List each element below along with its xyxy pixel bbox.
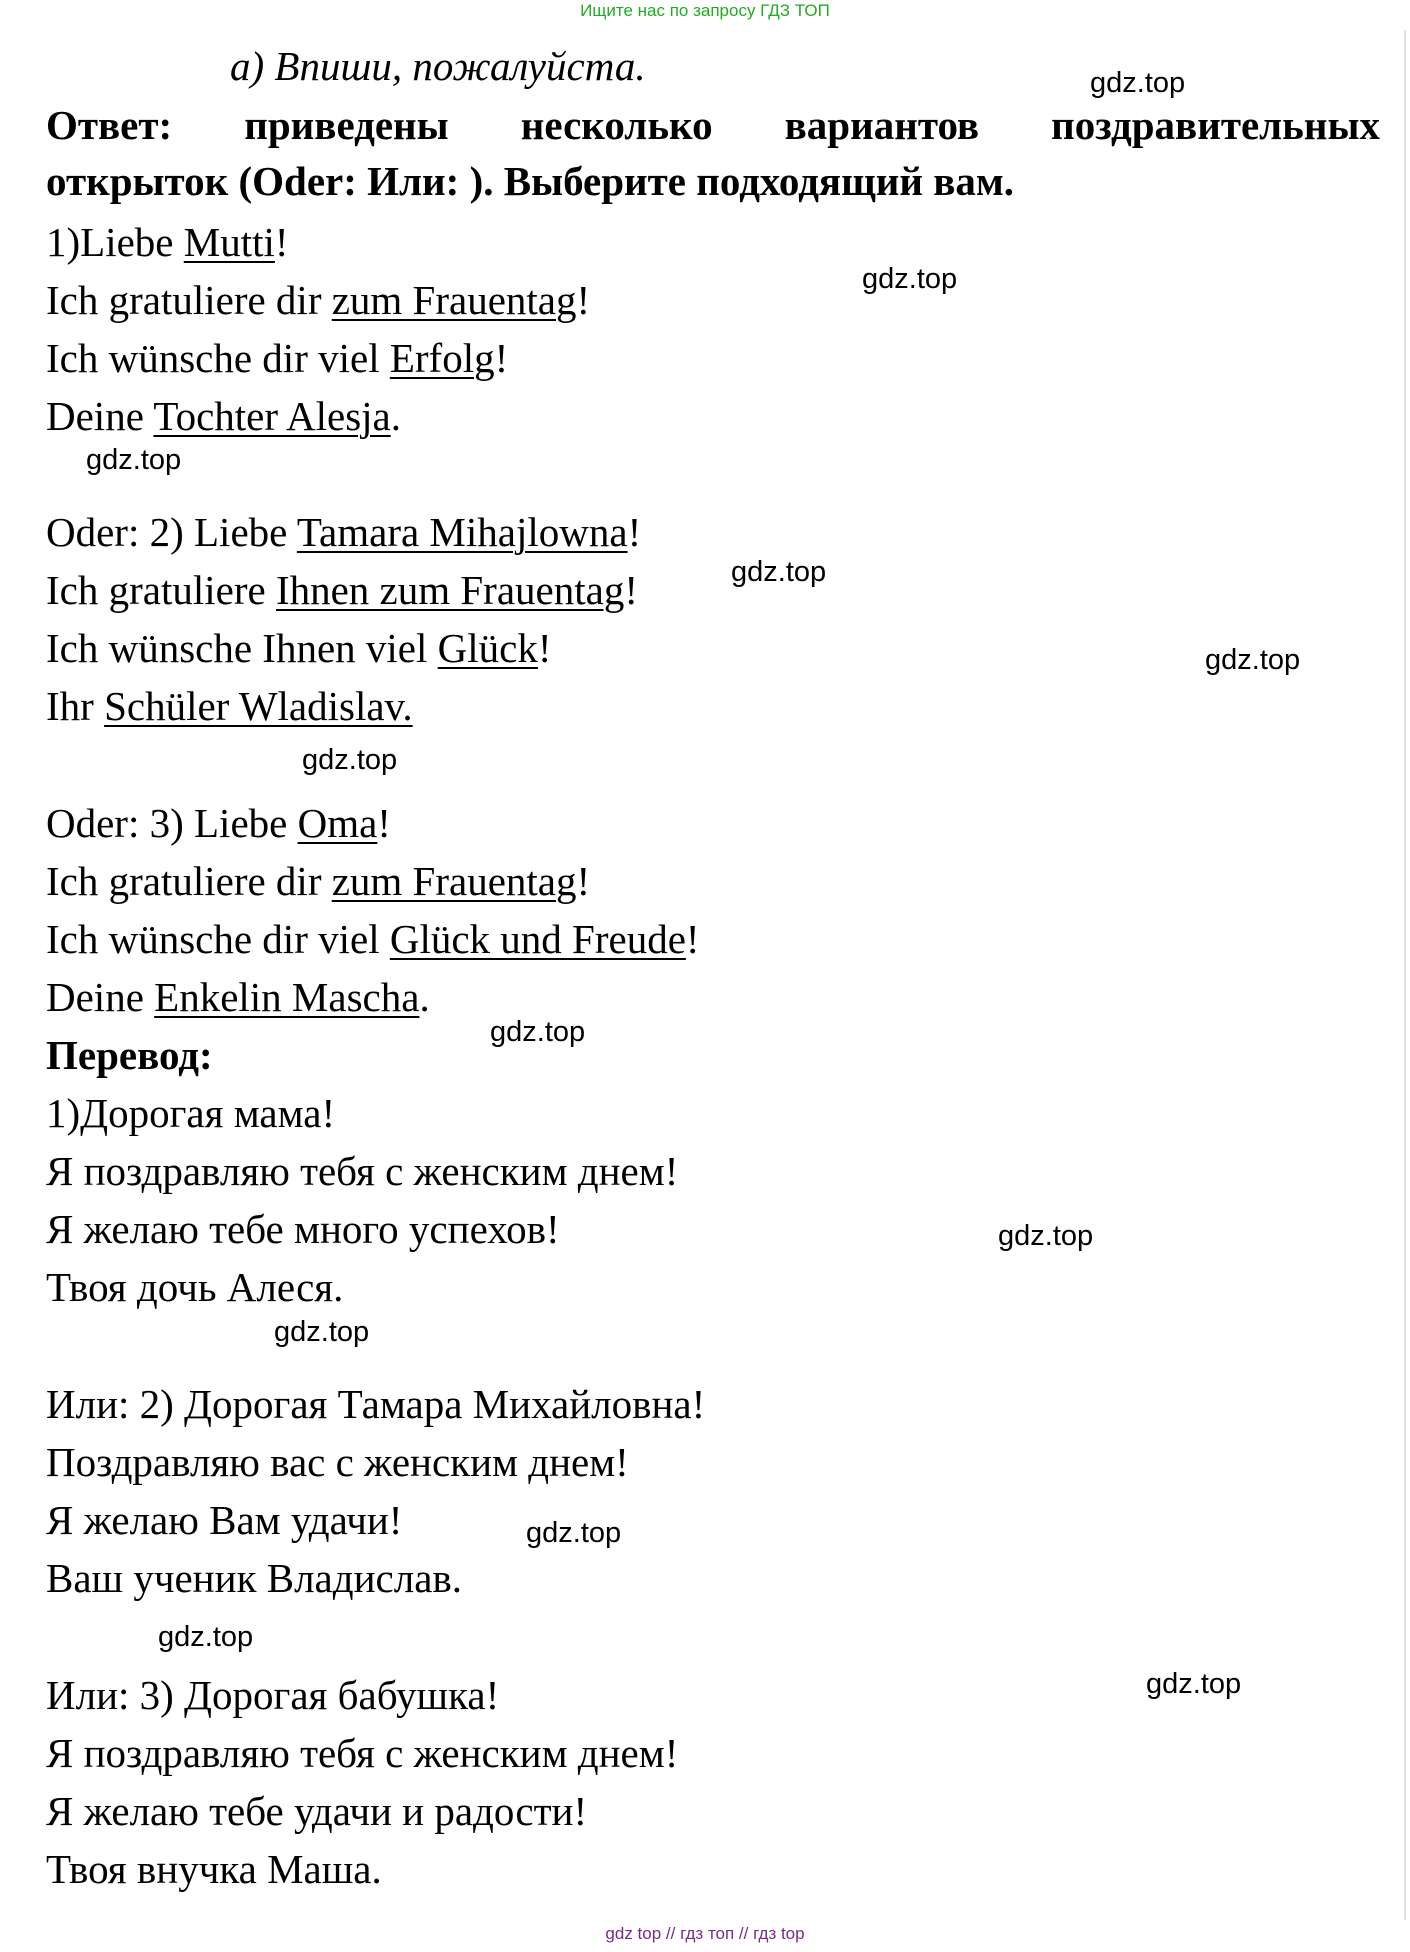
card-ru-1-wish: Я желаю тебе много успехов! <box>46 1206 560 1252</box>
watermark: gdz.top <box>1205 644 1301 676</box>
card-ru-1-congrats: Я поздравляю тебя с женским днем! <box>46 1148 679 1194</box>
card-ru-3-congrats: Я поздравляю тебя с женским днем! <box>46 1730 679 1776</box>
card-de-3-signature: Deine Enkelin Mascha. <box>46 974 430 1020</box>
card-ru-2-signature: Ваш ученик Владислав. <box>46 1555 463 1601</box>
page-edge-divider <box>1404 30 1406 1920</box>
watermark: gdz.top <box>490 1016 586 1048</box>
answer-word: приведены <box>244 102 449 148</box>
watermark: gdz.top <box>1090 67 1186 99</box>
card-de-2-congrats: Ich gratuliere Ihnen zum Frauentag! <box>46 567 638 613</box>
translation-heading: Перевод: <box>46 1032 213 1078</box>
watermark: gdz.top <box>526 1517 622 1549</box>
card-ru-2-congrats: Поздравляю вас с женским днем! <box>46 1439 629 1485</box>
watermark: gdz.top <box>731 556 827 588</box>
card-de-3-congrats: Ich gratuliere dir zum Frauentag! <box>46 858 591 904</box>
watermark: gdz.top <box>862 263 958 295</box>
card-de-1-congrats: Ich gratuliere dir zum Frauentag! <box>46 277 591 323</box>
card-de-1-signature: Deine Tochter Alesja. <box>46 393 402 439</box>
card-de-2-greeting: Oder: 2) Liebe Tamara Mihajlowna! <box>46 509 642 555</box>
watermark: gdz.top <box>1146 1668 1242 1700</box>
card-ru-2-greeting: Или: 2) Дорогая Тамара Михайловна! <box>46 1381 706 1427</box>
card-ru-2-wish: Я желаю Вам удачи! <box>46 1497 403 1543</box>
task-title: а) Впиши, пожалуйста. <box>230 43 646 89</box>
top-banner: Ищите нас по запросу ГДЗ ТОП <box>580 1 830 20</box>
answer-word: поздравительных <box>1051 102 1380 148</box>
watermark: gdz.top <box>998 1220 1094 1252</box>
answer-word: несколько <box>520 102 713 148</box>
card-ru-3-wish: Я желаю тебе удачи и радости! <box>46 1788 588 1834</box>
card-ru-3-signature: Твоя внучка Маша. <box>46 1846 382 1892</box>
card-de-2-wish: Ich wünsche Ihnen viel Glück! <box>46 625 552 671</box>
answer-line-2: открыток (Oder: Или: ). Выберите подходящий вам. <box>46 158 1015 204</box>
watermark: gdz.top <box>302 744 398 776</box>
answer-word: вариантов <box>784 102 980 148</box>
footer-links: gdz top // гдз топ // гдз top <box>605 1924 805 1943</box>
watermark: gdz.top <box>86 444 182 476</box>
card-de-1-wish: Ich wünsche dir viel Erfolg! <box>46 335 509 381</box>
card-de-1-greeting: 1)Liebe Mutti! <box>46 219 289 265</box>
card-de-3-wish: Ich wünsche dir viel Glück und Freude! <box>46 916 700 962</box>
watermark: gdz.top <box>274 1316 370 1348</box>
watermark: gdz.top <box>158 1621 254 1653</box>
answer-line-1 <box>46 101 1380 149</box>
card-de-3-greeting: Oder: 3) Liebe Oma! <box>46 800 391 846</box>
card-ru-3-greeting: Или: 3) Дорогая бабушка! <box>46 1672 500 1718</box>
card-ru-1-signature: Твоя дочь Алеся. <box>46 1264 344 1310</box>
answer-word: Ответ: <box>46 102 173 148</box>
card-ru-1-greeting: 1)Дорогая мама! <box>46 1090 336 1136</box>
card-de-2-signature: Ihr Schüler Wladislav. <box>46 683 413 729</box>
